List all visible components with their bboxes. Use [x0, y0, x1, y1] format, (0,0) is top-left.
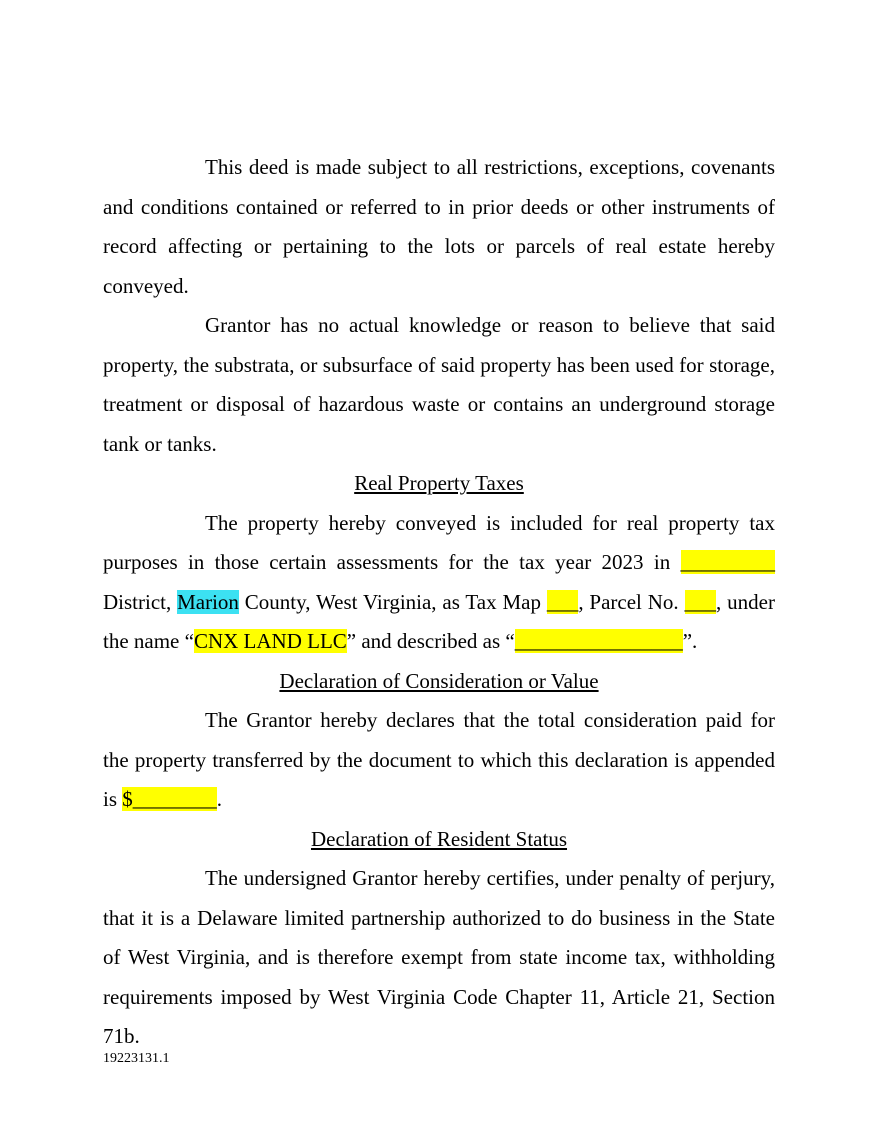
- paragraph: [103, 701, 775, 820]
- paragraph: [103, 148, 775, 306]
- paragraph: [103, 504, 775, 662]
- section-heading: [103, 464, 775, 504]
- parcel-no-blank[interactable]: ___: [684, 589, 717, 614]
- text-run: The Grantor hereby declares that the total consideration paid for the property transferred by the document to which this declaration is appended is: [103, 708, 775, 811]
- text-run: District,: [103, 589, 178, 614]
- description-blank[interactable]: ________________: [514, 629, 683, 653]
- text-run: , Parcel No.: [578, 589, 685, 614]
- text-run: The property hereby conveyed is included for real property tax purposes in those certain assessments for the tax year 2023 in: [103, 510, 775, 574]
- paragraph: [103, 859, 775, 1057]
- text-run: , under the name “: [103, 589, 775, 653]
- section-heading-text: Declaration of Resident Status: [310, 826, 568, 851]
- section-heading-text: Declaration of Consideration or Value: [279, 668, 599, 693]
- document-number: 19223131.1: [103, 1051, 170, 1066]
- text-run: ”.: [682, 629, 698, 653]
- paragraph: [103, 306, 775, 464]
- text-run: ” and described as “: [346, 629, 515, 653]
- text-run: County, West Virginia, as Tax Map: [238, 589, 547, 614]
- section-heading: [103, 662, 775, 702]
- text-run: .: [216, 787, 223, 811]
- tax-map-blank[interactable]: ___: [546, 589, 579, 614]
- text-run: This deed is made subject to all restrictions, exceptions, covenants and conditions contained or referred to in prior deeds or other instruments of record affecting or pertaining to the lots or parcels of real estate hereby conveyed.: [103, 155, 775, 298]
- document-body: [103, 148, 775, 1057]
- consideration-amount-blank[interactable]: $________: [122, 787, 217, 811]
- section-heading: [103, 820, 775, 860]
- grantee-name-highlight[interactable]: CNX LAND LLC: [193, 629, 347, 653]
- text-run: The undersigned Grantor hereby certifies, under penalty of perjury, that it is a Delaware limited partnership authorized to do business in the State of West Virginia, and is therefore exempt from state income tax, withholding requirements imposed by West Virginia Code Chapter 11, Article 21, Section 71b.: [103, 866, 775, 1048]
- section-heading-text: Real Property Taxes: [354, 471, 524, 495]
- district-blank[interactable]: _________: [680, 550, 775, 574]
- county-name-highlight[interactable]: Marion: [177, 589, 239, 614]
- text-run: Grantor has no actual knowledge or reason to believe that said property, the substrata, or subsurface of said property has been used for storage, treatment or disposal of hazardous waste or contains an underground storage tank or tanks.: [103, 313, 775, 456]
